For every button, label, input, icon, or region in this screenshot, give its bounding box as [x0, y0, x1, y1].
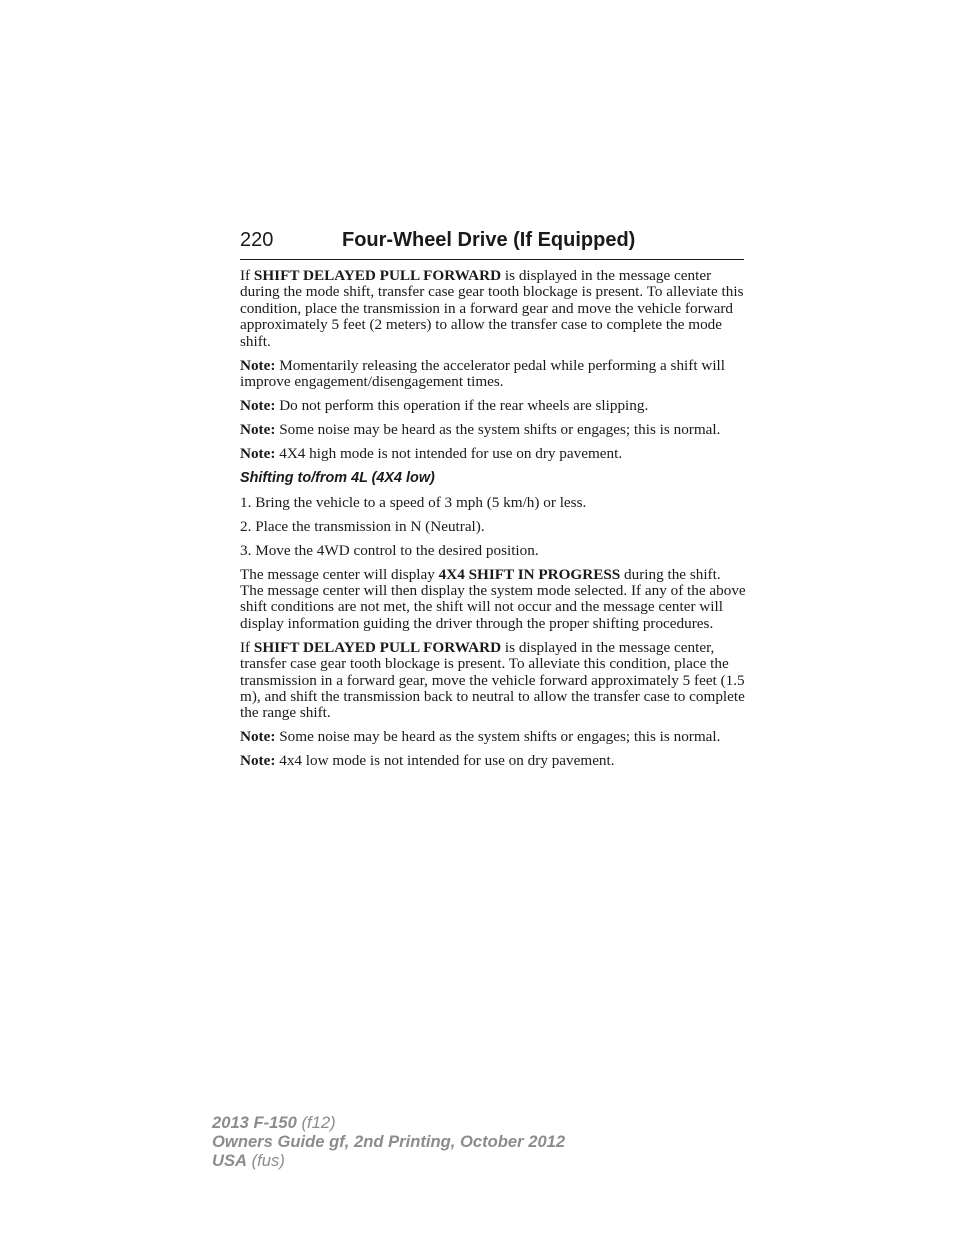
footer-printing-line: Owners Guide gf, 2nd Printing, October 2012: [212, 1132, 566, 1151]
display-message: SHIFT DELAYED PULL FORWARD: [253, 267, 502, 284]
subheading: Shifting to/from 4L (4X4 low): [240, 470, 435, 487]
note-label: Note:: [240, 421, 276, 439]
note-label: Note:: [240, 728, 276, 746]
paragraph-shift-delayed-mode: If SHIFT DELAYED PULL FORWARD is displayed in the message center during the mode shift, transfer case gear tooth blockage is present. To alleviate this condition, place the transmission in a forward gear and move the vehicle forward approximately 5 feet (2 meters) to allow the transfer case to complete the mode shift.: [240, 267, 744, 350]
note-label: Note:: [240, 397, 276, 415]
note: Note: Some noise may be heard as the system shifts or engages; this is normal.: [240, 728, 721, 746]
section-title: Four-Wheel Drive (If Equipped): [342, 229, 636, 251]
paragraph-shift-in-progress: The message center will display 4X4 SHIFT IN PROGRESS during the shift. The message center will then display the system mode selected. If any of the above shift conditions are not met, the shift will not occur and the message center will display information guiding the driver through the proper shifting procedures.: [240, 565, 746, 632]
note: Note: Some noise may be heard as the system shifts or engages; this is normal.: [240, 421, 721, 439]
note-label: Note:: [240, 356, 276, 374]
step-item: 1. Bring the vehicle to a speed of 3 mph (5 km/h) or less.: [240, 493, 587, 511]
page-content: [240, 268, 746, 777]
note: Note: 4x4 low mode is not intended for use on dry pavement.: [240, 752, 615, 770]
note: Note: Momentarily releasing the accelerator pedal while performing a shift will improve engagement/disengagement times.: [240, 356, 725, 391]
step-item: 3. Move the 4WD control to the desired position.: [240, 541, 539, 559]
page-number: 220: [240, 229, 274, 251]
paragraph-shift-delayed-range: If SHIFT DELAYED PULL FORWARD is displayed in the message center, transfer case gear tooth blockage is present. To alleviate this condition, place the transmission in a forward gear, move the vehicle forward approximately 5 feet (1.5 m), and shift the transmission back to neutral to allow the transfer case to complete the range shift.: [240, 638, 745, 722]
page-footer: [212, 1113, 565, 1170]
note-label: Note:: [240, 445, 276, 463]
note-label: Note:: [240, 752, 276, 770]
note: Note: 4X4 high mode is not intended for use on dry pavement.: [240, 445, 623, 463]
display-message: SHIFT DELAYED PULL FORWARD: [253, 638, 502, 656]
page-header: [240, 229, 744, 260]
display-message: 4X4 SHIFT IN PROGRESS: [438, 565, 621, 583]
step-item: 2. Place the transmission in N (Neutral).: [240, 517, 485, 535]
footer-region-line: USA (fus): [212, 1151, 285, 1170]
footer-model-line: 2013 F-150 (f12): [212, 1113, 336, 1132]
note: Note: Do not perform this operation if the rear wheels are slipping.: [240, 397, 649, 415]
